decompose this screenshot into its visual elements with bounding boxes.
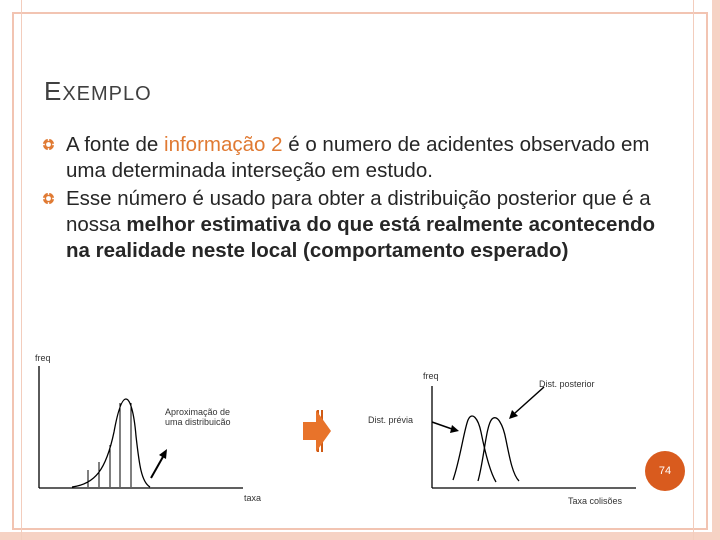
bullet-text-run: é o numero de acidentes observado em uma determinada interseção em estudo. xyxy=(66,133,650,182)
bullet-text-run: informação 2 xyxy=(164,133,283,156)
left-chart xyxy=(39,366,243,488)
posterior-pointer-line xyxy=(515,387,544,413)
page-number-badge: 74 xyxy=(645,451,685,491)
title-rest: XEMPLO xyxy=(62,83,152,105)
left-annotation-label: Aproximação de uma distribuicão xyxy=(165,407,231,427)
prior-label: Dist. prévia xyxy=(368,415,414,425)
title-first-letter: E xyxy=(44,76,63,106)
left-y-axis-label: freq xyxy=(35,353,51,363)
left-x-axis-label: taxa xyxy=(244,493,262,503)
right-chart xyxy=(432,386,636,488)
prior-pointer-line xyxy=(432,422,452,429)
posterior-label: Dist. posterior xyxy=(539,379,595,389)
right-x-axis-label: Taxa colisões xyxy=(568,496,623,506)
left-curve xyxy=(72,399,150,487)
right-arrow-icon xyxy=(303,410,331,452)
bullet-text-run: Esse número é usado para obter a distribuição posterior que é a nossa xyxy=(66,187,651,236)
right-y-axis-label: freq xyxy=(423,371,439,381)
bullet-text-run: melhor estimativa do que está realmente acontecendo na realidade neste local (comportamento esperado) xyxy=(66,213,656,262)
bullet-text-run: A fonte de xyxy=(66,133,165,156)
prior-pointer-arrowhead xyxy=(450,425,459,433)
left-pointer-line xyxy=(151,455,164,478)
posterior-curve xyxy=(478,418,519,481)
